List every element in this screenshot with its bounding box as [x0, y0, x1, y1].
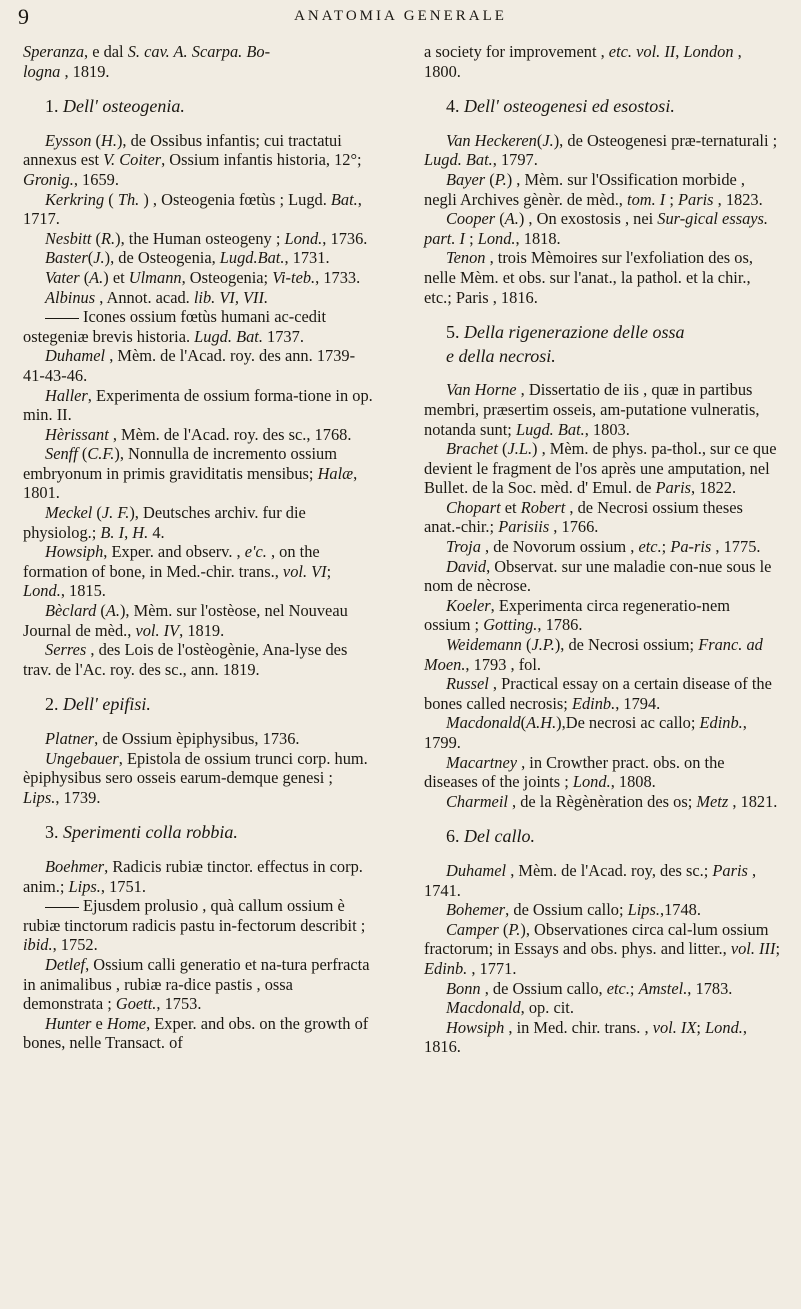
italic-run: Weidemann	[446, 635, 522, 655]
section-entries-callo	[424, 861, 780, 1057]
italic-run: Duhamel	[446, 860, 507, 880]
italic-run: Albinus	[45, 287, 96, 307]
italic-run: Lugd. Bat.	[194, 326, 263, 346]
running-title: ANATOMIA GENERALE	[294, 8, 507, 24]
bibliography-entry: Hèrissant , Mèm. de l'Acad. roy. des sc., 1768.	[45, 424, 352, 444]
italic-run: Kerkring	[45, 189, 105, 209]
italic-run: A.	[105, 601, 120, 621]
italic-run: Tenon	[446, 248, 486, 268]
bibliography-entry: Tenon , trois Mèmoires sur l'exfoliation des os, nelle Mèm. et obs. sur l'anat., la pathol. et la chir., etc.; Paris , 1816.	[424, 248, 753, 307]
italic-run: Bèclard	[45, 601, 97, 621]
italic-run: Van Heckeren	[446, 130, 537, 150]
italic-run: Howsiph	[45, 542, 104, 562]
italic-run: Lond.	[705, 1017, 743, 1037]
italic-run: vol. VI	[282, 561, 327, 581]
italic-run: Detlef	[45, 954, 86, 974]
italic-run: e'c.	[244, 542, 267, 562]
italic-run: vol. IV	[135, 620, 180, 640]
italic-run: vol. IX	[652, 1017, 697, 1037]
italic-run: P.	[494, 169, 507, 189]
italic-run: Ungebauer	[45, 748, 119, 768]
bibliography-entry: Howsiph , in Med. chir. trans. , vol. IX; Lond., 1816.	[424, 1017, 747, 1057]
italic-run: Sur-gical essays. part. I	[424, 209, 769, 248]
bibliography-entry: Albinus , Annot. acad. lib. VI, VII.	[45, 287, 269, 307]
italic-run: Serres	[45, 640, 87, 660]
italic-run: Robert	[520, 497, 566, 517]
italic-run: Halæ	[317, 463, 354, 483]
bibliography-entry: Eysson (H.), de Ossibus infantis; cui tractatui annexus est V. Coiter, Ossium infantis historia, 12°; Gronig., 1659.	[23, 130, 362, 189]
italic-run: Lond.	[23, 581, 61, 601]
italic-run: Paris	[678, 189, 714, 209]
italic-run: Edinb.	[571, 693, 616, 713]
bibliography-entry: Hunter e Home, Exper. and obs. on the growth of bones, nelle Transact. of	[23, 1013, 369, 1053]
italic-run: Th.	[117, 189, 140, 209]
right-column	[424, 42, 780, 1057]
italic-run: Bat.	[330, 189, 358, 209]
italic-run: Eysson	[45, 130, 92, 150]
italic-run: Lips.	[68, 876, 101, 896]
bibliography-entry: Nesbitt (R.), the Human osteogeny ; Lond., 1736.	[45, 228, 368, 248]
italic-run: Goett.	[115, 994, 157, 1014]
italic-run: R.	[101, 228, 116, 248]
italic-run: Lips.	[627, 900, 660, 920]
italic-run: Vater	[45, 267, 80, 287]
bibliography-entry: Serres , des Lois de l'ostèogènie, Ana-lyse des trav. de l'Ac. roy. des sc., ann. 1819.	[23, 640, 348, 679]
italic-run: Edinb.	[424, 958, 468, 978]
italic-run: Parisiis	[498, 517, 550, 537]
italic-run: Bayer	[446, 169, 486, 189]
italic-run: Nesbitt	[45, 228, 92, 248]
bibliography-entry: Vater (A.) et Ulmann, Osteogenia; Vi-teb., 1733.	[45, 267, 361, 287]
bibliography-entry: Camper (P.), Observationes circa cal-lum ossium fractorum; in Essays and obs. phys. and litter., vol. III; Edinb. , 1771.	[424, 919, 780, 978]
italic-run: etc.	[606, 978, 630, 998]
italic-run: Lond.	[284, 228, 323, 248]
right-continuation: a society for improvement , etc. vol. II, London , 1800.	[424, 42, 742, 81]
italic-run: Home	[106, 1013, 147, 1033]
italic-run: Van Horne	[446, 380, 517, 400]
section-heading-necrosi-line2: e della necrosi.	[446, 345, 556, 366]
italic-run: B. I	[100, 522, 125, 542]
italic-run: tom. I	[627, 189, 666, 209]
italic-run: Brachet	[446, 439, 498, 459]
italic-run: Macdonald	[446, 713, 521, 733]
bibliography-entry: Van Horne , Dissertatio de iis , quæ in partibus membri, præsertim osseis, am-putatione vulneratis, notanda sunt; Lugd. Bat., 1803.	[424, 380, 760, 439]
italic-run: H.	[101, 130, 117, 150]
bibliography-entry: Platner, de Ossium èpiphysibus, 1736.	[45, 729, 300, 748]
italic-run: Lond.	[572, 772, 611, 792]
section-heading-osteogenia: 1. Dell' osteogenia.	[45, 96, 185, 117]
section-entries-robbia	[23, 857, 373, 1053]
italic-run: Lugd. Bat.	[515, 419, 585, 439]
bibliography-entry: Boehmer, Radicis rubiæ tinctor. effectus in corp. anim.; Lips., 1751.	[23, 856, 363, 896]
italic-run: etc. vol. II	[608, 42, 676, 61]
bibliography-entry: Chopart et Robert , de Necrosi ossium theses anat.-chir.; Parisiis , 1766.	[424, 497, 743, 537]
bibliography-entry: Macartney , in Crowther pract. obs. on the diseases of the joints ; Lond., 1808.	[424, 752, 725, 792]
italic-run: Charmeil	[446, 791, 508, 811]
bibliography-entry: Duhamel , Mèm. de l'Acad. roy, des sc.; Paris , 1741.	[424, 860, 757, 900]
italic-run: A.	[89, 267, 104, 287]
italic-run: Lugd.Bat.	[219, 248, 285, 268]
section-heading-necrosi: 5. Della rigenerazione delle ossa	[446, 322, 685, 343]
bibliography-entry: Koeler, Experimenta circa regeneratio-nem ossium ; Gotting., 1786.	[424, 595, 730, 635]
italic-run: Chopart	[446, 497, 501, 517]
section-heading-esostosi: 4. Dell' osteogenesi ed esostosi.	[446, 96, 675, 117]
italic-run: Paris	[655, 478, 692, 498]
bibliography-entry: Macdonald(A.H.),De necrosi ac callo; Edinb., 1799.	[424, 713, 747, 752]
bibliography-entry: Baster(J.), de Osteogenia, Lugd.Bat., 1731.	[45, 248, 330, 268]
bibliography-entry: Meckel (J. F.), Deutsches archiv. fur die physiolog.; B. I, H. 4.	[23, 503, 306, 542]
italic-run: vol. III	[730, 939, 776, 959]
italic-run: Platner	[45, 729, 95, 748]
bibliography-entry: Ungebauer, Epistola de ossium trunci corp. hum. èpiphysibus sero osseis earum-demque genesi ; Lips., 1739.	[23, 748, 368, 807]
italic-run: J.P.	[531, 635, 555, 655]
italic-run: C.F.	[87, 444, 115, 464]
italic-run: Haller	[45, 385, 88, 405]
italic-run: Cooper	[446, 209, 496, 229]
italic-run: Hèrissant	[45, 424, 109, 444]
italic-run: David	[446, 556, 487, 576]
italic-run: V. Coiter	[103, 150, 162, 170]
bibliography-entry: Cooper (A.) , On exostosis , nei Sur-gical essays. part. I ; Lond., 1818.	[424, 209, 769, 248]
section-entries-epifisi	[23, 729, 373, 807]
italic-run: Troja	[446, 537, 481, 557]
bibliography-entry: Bohemer, de Ossium callo; Lips.,1748.	[446, 900, 701, 920]
italic-run: Macdonald	[446, 998, 521, 1018]
ditto-dash	[45, 907, 79, 908]
section-heading-epifisi: 2. Dell' epifisi.	[45, 694, 151, 715]
italic-run: Bohemer	[446, 900, 506, 920]
italic-run: logna	[23, 61, 61, 81]
bibliography-entry: Howsiph, Exper. and observ. , e'c. , on the formation of bone, in Med.-chir. trans., vol. VI; Lond., 1815.	[23, 542, 332, 601]
italic-run: J.	[93, 248, 105, 268]
italic-run: J. F.	[101, 503, 130, 523]
italic-run: Meckel	[45, 503, 93, 523]
bibliography-entry: Bèclard (A.), Mèm. sur l'ostèose, nel Nouveau Journal de mèd., vol. IV, 1819.	[23, 601, 348, 640]
italic-run: London	[683, 42, 734, 61]
bibliography-entry: David, Observat. sur une maladie con-nue sous le nom de nècrose.	[424, 556, 772, 596]
italic-run: J.	[542, 130, 554, 150]
italic-run: A.H.	[526, 713, 557, 733]
bibliography-entry: Charmeil , de la Règènèration des os; Metz , 1821.	[446, 791, 778, 811]
italic-run: Edinb.	[699, 713, 743, 733]
section-entries-osteogenia	[23, 131, 373, 680]
italic-run: Duhamel	[45, 346, 106, 366]
italic-run: A.	[504, 209, 519, 229]
italic-run: S. cav. A. Scarpa. Bo-	[127, 42, 271, 61]
bibliography-entry: Macdonald, op. cit.	[446, 998, 574, 1018]
bibliography-entry: Icones ossium fœtùs humani ac-cedit ostegeniæ brevis historia. Lugd. Bat. 1737.	[23, 307, 327, 346]
italic-run: Lips.	[23, 787, 56, 807]
italic-run: Howsiph	[446, 1017, 505, 1037]
italic-run: Camper	[446, 919, 499, 939]
italic-run: Baster	[45, 248, 88, 268]
italic-run: lib. VI, VII.	[193, 287, 269, 307]
bibliography-entry: Troja , de Novorum ossium , etc.; Pa-ris , 1775.	[446, 537, 761, 557]
italic-run: Lugd. Bat.	[424, 150, 493, 170]
section-entries-necrosi	[424, 380, 780, 811]
section-entries-esostosi	[424, 131, 780, 307]
bibliography-entry: Weidemann (J.P.), de Necrosi ossium; Franc. ad Moen., 1793 , fol.	[424, 635, 763, 674]
ditto-dash	[45, 318, 79, 319]
italic-run: Hunter	[45, 1013, 92, 1033]
bibliography-entry: Haller, Experimenta de ossium forma-tione in op. min. II.	[23, 385, 373, 425]
bibliography-entry: Ejusdem prolusio , quà callum ossium è rubiæ tinctorum radicis pastu in-fectorum describit ; ibid., 1752.	[23, 896, 366, 955]
italic-run: Paris	[712, 860, 748, 880]
bibliography-entry: Detlef, Ossium calli generatio et na-tura perfracta in animalibus , rubiæ ra-dice pastis , ossa demonstrata ; Goett., 1753.	[23, 954, 370, 1014]
italic-run: P.	[508, 919, 521, 939]
bibliography-entry: Kerkring ( Th. ) , Osteogenia fœtùs ; Lugd. Bat., 1717.	[23, 189, 362, 229]
italic-run: Russel	[446, 674, 489, 694]
section-heading-callo: 6. Del callo.	[446, 826, 535, 847]
italic-run: Speranza	[23, 42, 85, 61]
italic-run: Amstel.	[638, 978, 688, 998]
bibliography-entry: Senff (C.F.), Nonnulla de incremento ossium embryonum in primis graviditatis mensibus; Halæ, 1801.	[23, 444, 358, 503]
italic-run: Lond.	[477, 228, 516, 248]
section-heading-robbia: 3. Sperimenti colla robbia.	[45, 822, 238, 843]
bibliography-entry: Bonn , de Ossium callo, etc.; Amstel., 1783.	[446, 978, 733, 998]
italic-run: Metz	[696, 791, 729, 811]
bibliography-entry: Bayer (P.) , Mèm. sur l'Ossification morbide , negli Archives gènèr. de mèd., tom. I ; Paris , 1823.	[424, 169, 763, 209]
italic-run: Senff	[45, 444, 78, 464]
bibliography-entry: Russel , Practical essay on a certain disease of the bones called necrosis; Edinb., 1794.	[424, 674, 772, 713]
italic-run: Franc. ad Moen.	[424, 635, 763, 674]
italic-run: Ulmann	[128, 267, 182, 287]
italic-run: H.	[132, 522, 149, 542]
left-column	[23, 42, 373, 1053]
italic-run: Macartney	[446, 752, 517, 772]
italic-run: Vi-teb.	[272, 267, 316, 287]
italic-run: ibid.	[23, 935, 53, 955]
page-number: 9	[18, 4, 29, 29]
bibliography-entry: Van Heckeren(J.), de Osteogenesi præ-ternaturali ; Lugd. Bat., 1797.	[424, 130, 778, 170]
italic-run: Boehmer	[45, 856, 105, 876]
italic-run: Bonn	[446, 978, 481, 998]
bibliography-entry: Duhamel , Mèm. de l'Acad. roy. des ann. 1739-41-43-46.	[23, 346, 356, 385]
italic-run: etc.	[638, 537, 662, 557]
italic-run: Gronig.	[23, 169, 74, 189]
italic-run: Koeler	[446, 595, 491, 615]
italic-run: J.L.	[507, 439, 533, 459]
intro-continuation: Speranza, e dal S. cav. A. Scarpa. Bo- logna , 1819.	[23, 42, 271, 81]
italic-run: Gotting.	[483, 615, 538, 635]
bibliography-entry: Brachet (J.L.) , Mèm. de phys. pa-thol., sur ce que devient le fragment de l'os après une amputation, nel Bullet. de la Soc. mèd. d' Emul. de Paris, 1822.	[424, 439, 777, 498]
italic-run: Pa-ris	[670, 537, 712, 557]
